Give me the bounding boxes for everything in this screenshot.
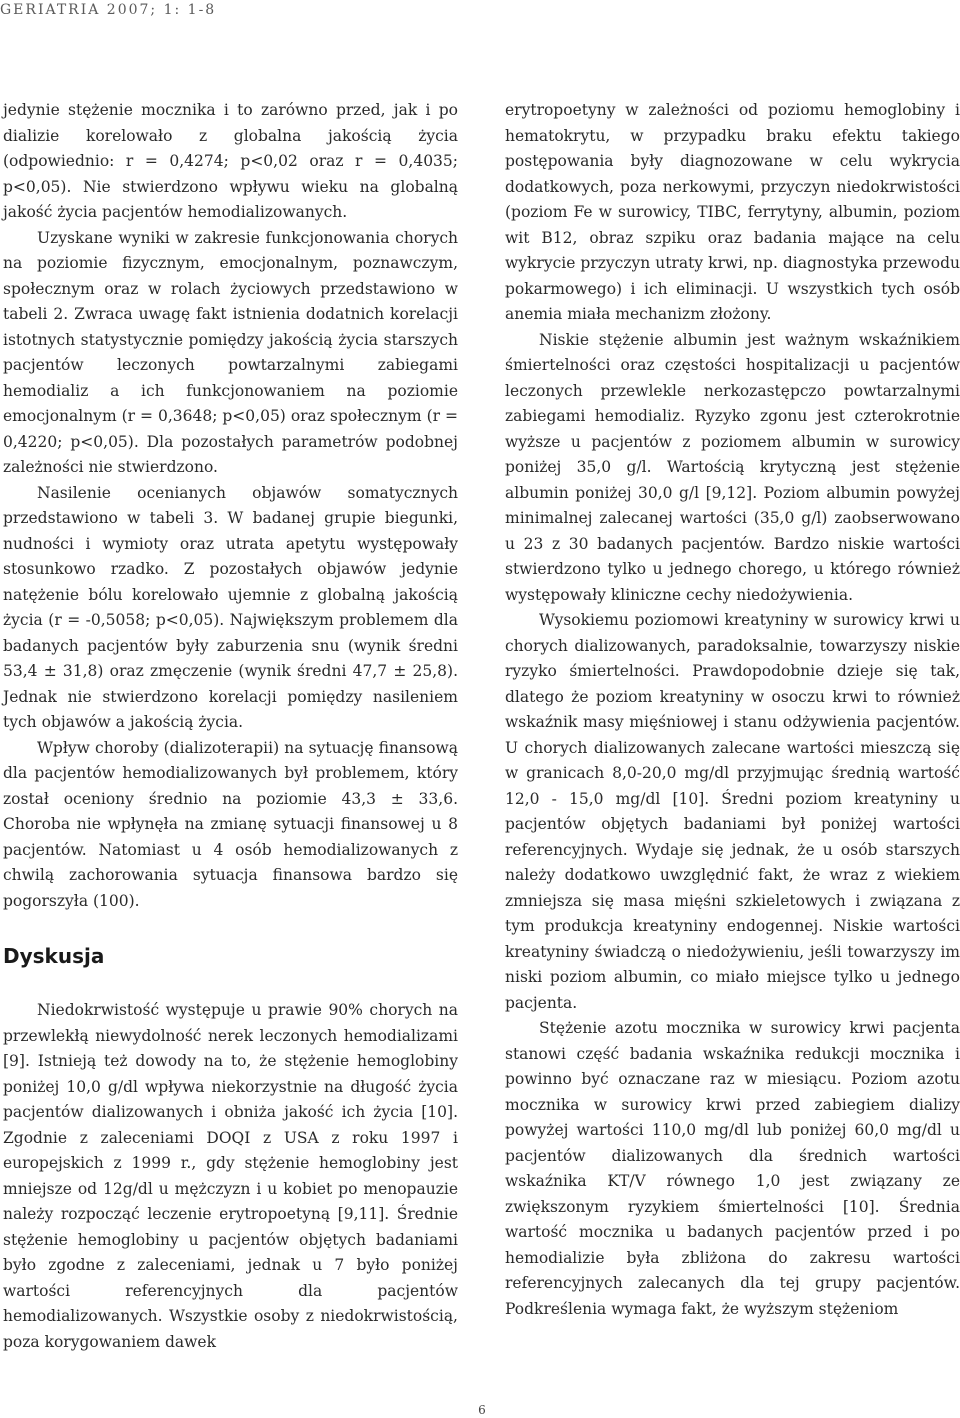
right-column xyxy=(505,98,960,1322)
paragraph: Stężenie azotu mocznika w surowicy krwi pacjenta stanowi część badania wskaźnika redukcji mocznika i powinno być oznaczane raz w miesiącu. Poziom azotu mocznika w surowicy krwi przed zabiegiem dializy powyżej wartości 110,0 mg/dl lub poniżej 60,0 mg/dl u pacjentów dializowanych dla średnich wartości wskaźnika KT/V równego 1,0 jest związany ze zwiększonym ryzykiem śmiertelności [10]. Średnia wartość mocznika u badanych pacjentów przed i po hemodializie była zbliżona do zakresu wartości referencyjnych zalecanych dla tej grupy pacjentów. Podkreślenia wymaga fakt, że wyższym stężeniom xyxy=(505,1019,960,1318)
section-heading: Dyskusja xyxy=(3,944,105,968)
paragraph: Wpływ choroby (dializoterapii) na sytuację finansową dla pacjentów hemodializowanych był problemem, który został oceniony średnio na poziomie 43,3 ± 33,6. Choroba nie wpłynęła na zmianę sytuacji finansowej u 8 pacjentów. Natomiast u 4 osób hemodializowanych z chwilą zachorowania sytuacja finansowa bardzo się pogorszyła (100). xyxy=(3,738,458,910)
paragraph: Wysokiemu poziomowi kreatyniny w surowicy krwi u chorych dializowanych, paradoksalnie, towarzyszy niskie ryzyko śmiertelności. Prawdopodobnie dzieje się tak, dlatego że poziom kreatyniny w osoczu krwi to również wskaźnik masy mięśniowej i stanu odżywienia pacjentów. U chorych dializowanych zalecane wartości mieszczą się w granicach 8,0-20,0 mg/dl przyjmując średnią wartość 12,0 - 15,0 mg/dl [10]. Średni poziom kreatyniny u pacjentów objętych badaniami był poniżej wartości referencyjnych. Wydaje się jednak, że u osób starszych należy dodatkowo uwzględnić fakt, że wraz z wiekiem zmniejsza się masa mięśni szkieletowych i związana z tym produkcja kreatyniny endogennej. Niskie wartości kreatyniny świadczą o niedożywieniu, jeśli towarzyszy im niski poziom albumin, co miało miejsce tylko u jednego pacjenta. xyxy=(505,611,960,1012)
paragraph: Niedokrwistość występuje u prawie 90% chorych na przewlekłą niewydolność nerek leczonych hemodializami [9]. Istnieją też dowody na to, że stężenie hemoglobiny poniżej 10,0 g/dl wpływa niekorzystnie na długość życia pacjentów dializowanych i obniża jakość ich życia [10]. Zgodnie z zaleceniami DOQI z USA z roku 1997 i europejskich z 1999 r., gdy stężenie hemoglobiny jest mniejsze od 12g/dl u mężczyzn i u kobiet po menopauzie należy rozpocząć leczenie erytropoetyną [9,11]. Średnie stężenie hemoglobiny u pacjentów objętych badaniami było zgodne z zaleceniami, jednak u 7 było poniżej wartości referencyjnych dla pacjentów hemodializowanych. Wszystkie osoby z niedokrwistością, poza korygowaniem dawek xyxy=(3,1001,458,1351)
paragraph: erytropoetyny w zależności od poziomu hemoglobiny i hematokrytu, w przypadku braku efektu takiego postępowania były diagnozowane w celu wykrycia dodatkowych, poza nerkowymi, przyczyn niedokrwistości (poziom Fe w surowicy, TIBC, ferrytyny, albumin, poziom wit B12, obraz szpiku oraz badania mające na celu wykrycie przyczyn utraty krwi, np. diagnostyka przewodu pokarmowego) i ich eliminacji. U wszystkich tych osób anemia miała mechanizm złożony. xyxy=(505,101,960,323)
paragraph: Uzyskane wyniki w zakresie funkcjonowania chorych na poziomie fizycznym, emocjonalnym, poznawczym, społecznym oraz w rolach życiowych przedstawiono w tabeli 2. Zwraca uwagę fakt istnienia dodatnich korelacji istotnych statystycznie pomiędzy jakością życia starszych pacjentów leczonych powtarzalnymi zabiegami hemodializ a ich funkcjonowaniem na poziomie emocjonalnym (r = 0,3648; p<0,05) oraz społecznym (r = 0,4220; p<0,05). Dla pozostałych parametrów podobnej zależności nie stwierdzono. xyxy=(3,228,458,476)
page-number: 6 xyxy=(478,1403,486,1417)
paragraph: Niskie stężenie albumin jest ważnym wskaźnikiem śmiertelności oraz częstości hospitalizacji u pacjentów leczonych przewlekle nerkozastępczo powtarzalnymi zabiegami hemodializ. Ryzyko zgonu jest czterokrotnie wyższe u pacjentów z poziomem albumin w surowicy poniżej 35,0 g/l. Wartością krytyczną jest stężenie albumin poniżej 30,0 g/l [9,12]. Poziom albumin powyżej minimalnej zalecanej wartości (35,0 g/l) zaobserwowano u 23 z 30 badanych pacjentów. Bardzo niskie wartości stwierdzono tylko u jednego chorego, u którego również występowały kliniczne cechy niedożywienia. xyxy=(505,330,960,604)
left-column xyxy=(3,98,458,1355)
paragraph: jedynie stężenie mocznika i to zarówno przed, jak i po dializie korelowało z globalna jakością życia (odpowiednio: r = 0,4274; p<0,02 oraz r = 0,4035; p<0,05). Nie stwierdzono wpływu wieku na globalną jakość życia pacjentów hemodializowanych. xyxy=(3,101,458,221)
paragraph: Nasilenie ocenianych objawów somatycznych przedstawiono w tabeli 3. W badanej grupie biegunki, nudności i wymioty oraz utrata apetytu występowały stosunkowo rzadko. Z pozostałych objawów jedynie natężenie bólu korelowało ujemnie z globalną jakością życia (r = -0,5058; p<0,05). Największym problemem dla badanych pacjentów były zaburzenia snu (wynik średni 53,4 ± 31,8) oraz zmęczenie (wynik średni 47,7 ± 25,8). Jednak nie stwierdzono korelacji pomiędzy nasileniem tych objawów a jakością życia. xyxy=(3,483,458,731)
running-head: GERIATRIA 2007; 1: 1-8 xyxy=(0,2,217,18)
